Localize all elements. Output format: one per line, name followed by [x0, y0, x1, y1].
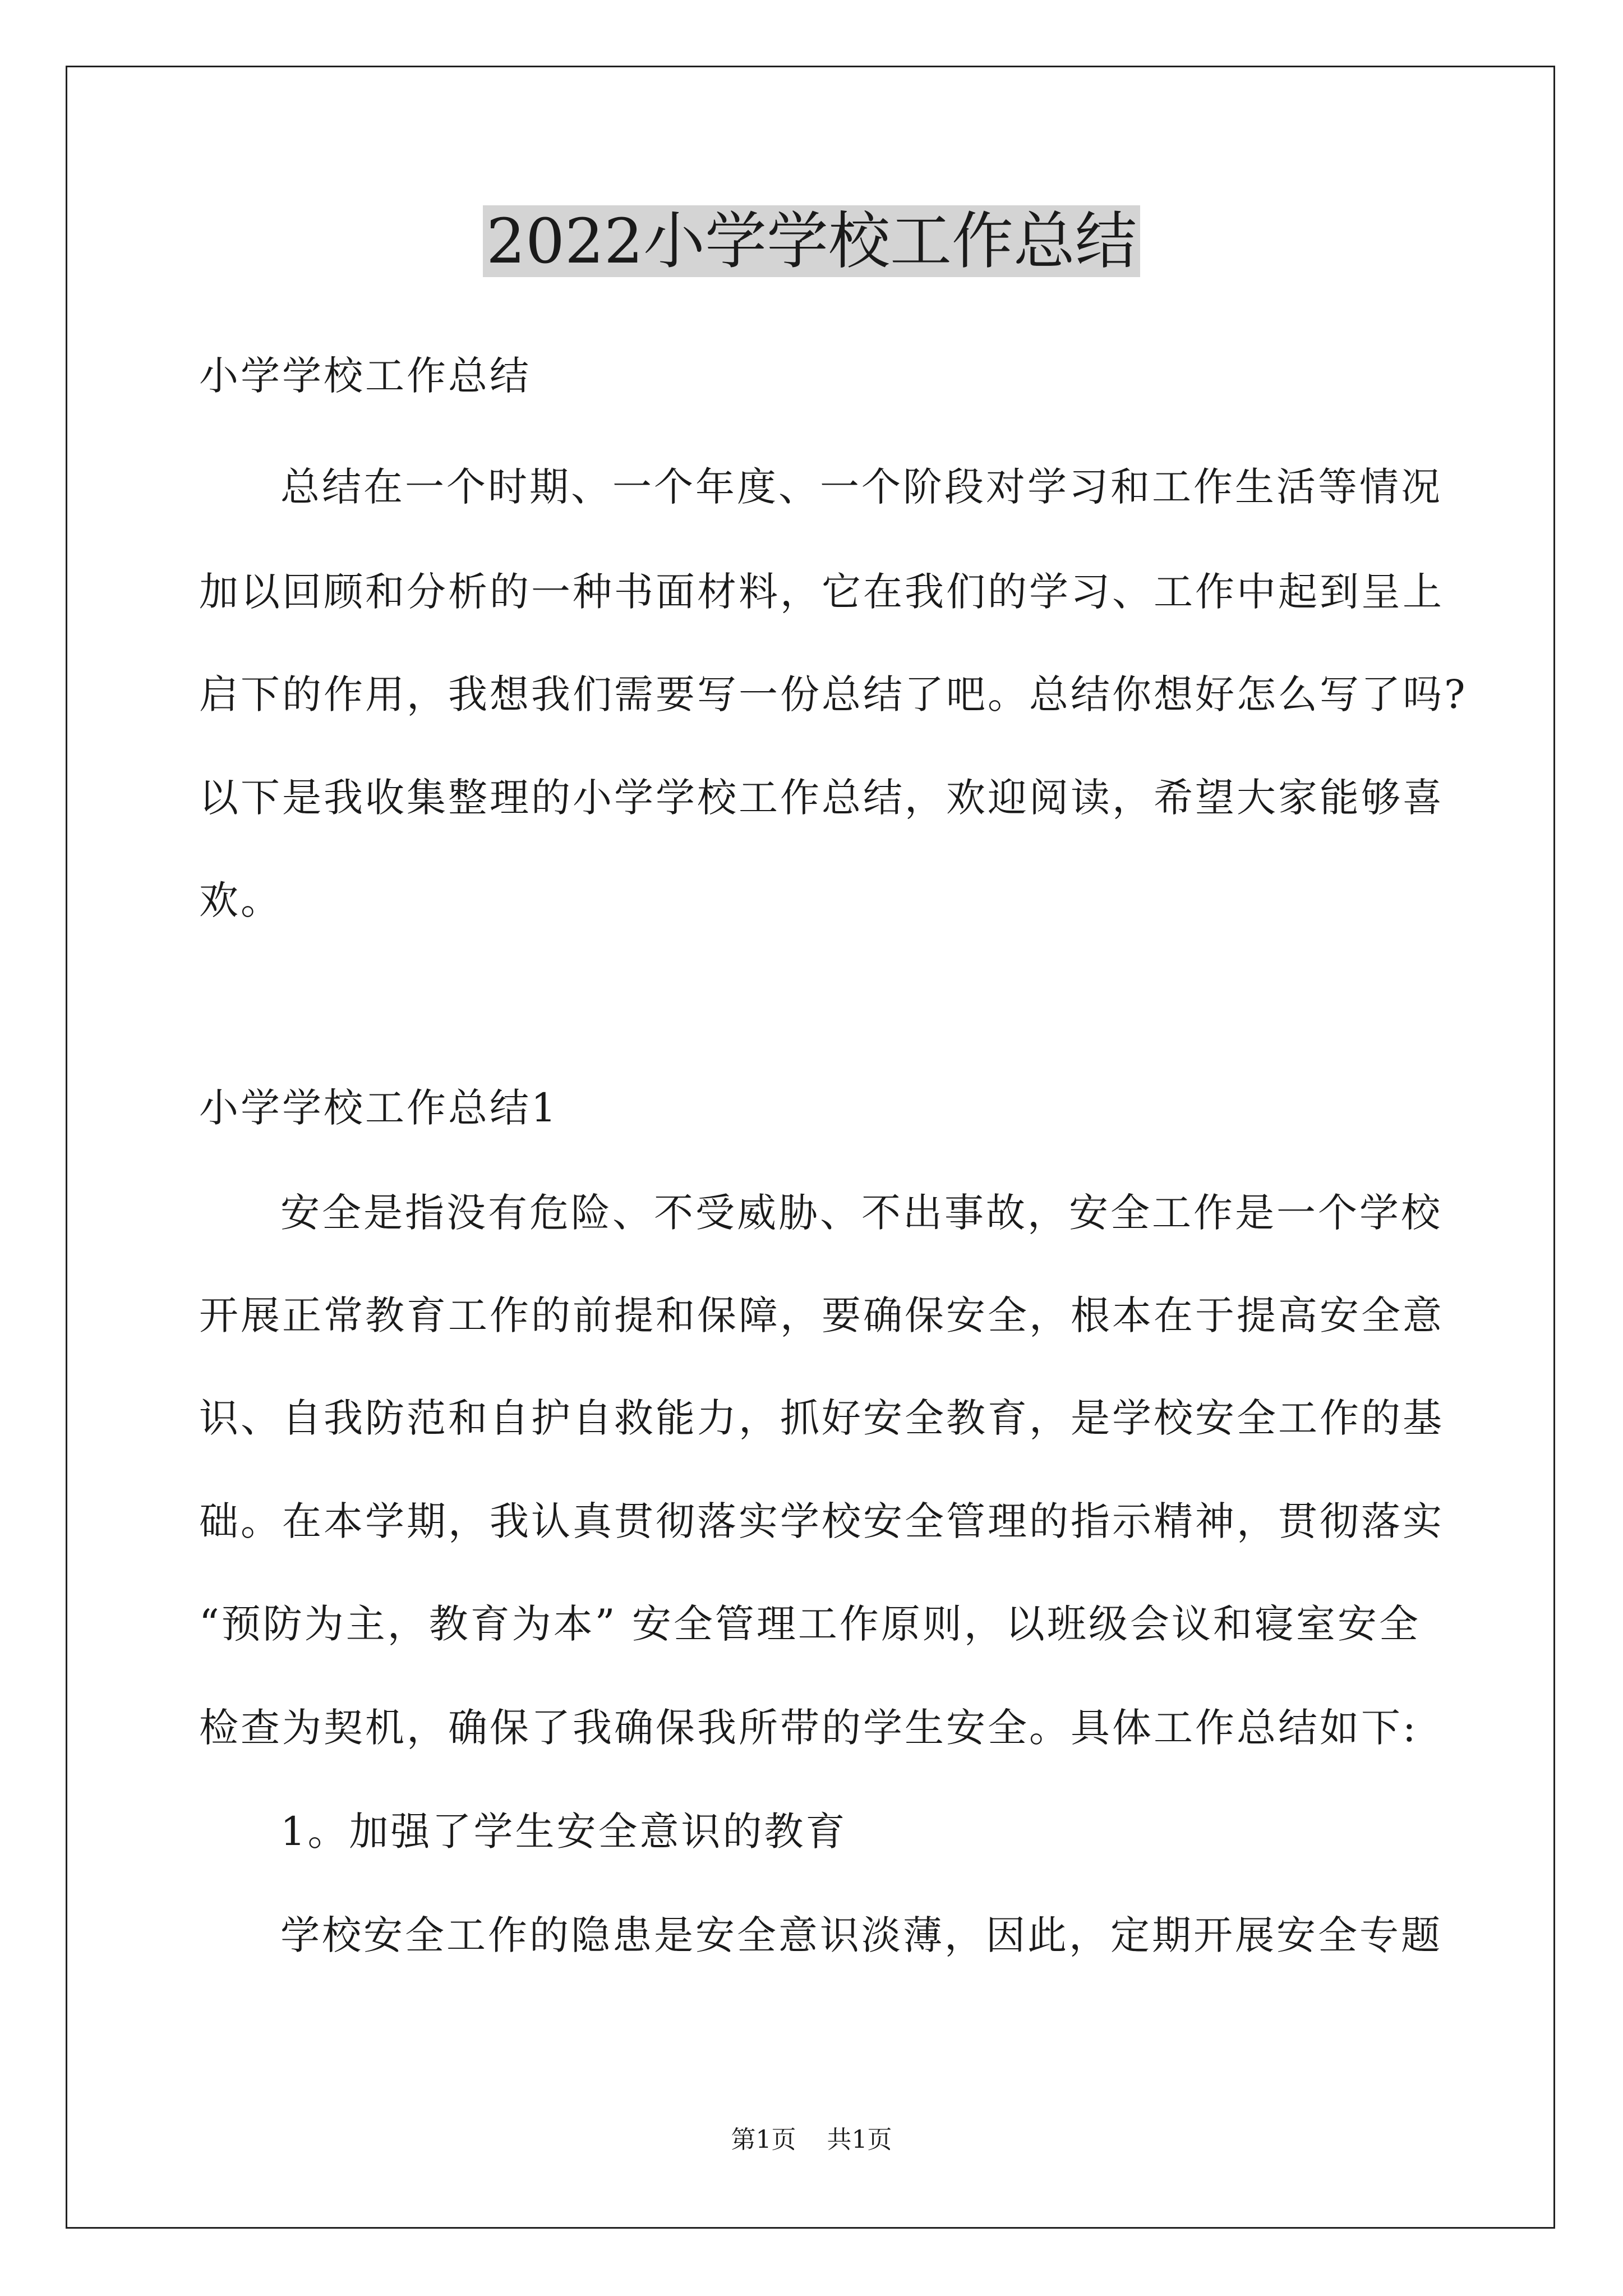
paragraph-line: 加以回顾和分析的一种书面材料，它在我们的学习、工作中起到呈上 — [199, 569, 1444, 615]
page-number-total: 共1页 — [827, 2125, 892, 2154]
document-title-text: 2022小学学校工作总结 — [483, 205, 1140, 277]
paragraph-line: 启下的作用，我想我们需要写一份总结了吧。总结你想好怎么写了吗? — [199, 671, 1468, 717]
paragraph-line: 识、自我防范和自护自救能力，抓好安全教育，是学校安全工作的基 — [199, 1395, 1444, 1441]
page-number-current: 第1页 — [731, 2125, 796, 2154]
paragraph-line: 欢。 — [199, 877, 282, 923]
paragraph-line: 检查为契机，确保了我确保我所带的学生安全。具体工作总结如下: — [199, 1705, 1418, 1751]
section-heading: 小学学校工作总结1 — [199, 1085, 559, 1131]
document-title — [0, 199, 1623, 283]
paragraph-line: 以下是我收集整理的小学学校工作总结，欢迎阅读，希望大家能够喜 — [199, 775, 1444, 821]
paragraph-line: 安全是指没有危险、不受威胁、不出事故，安全工作是一个学校 — [280, 1190, 1442, 1236]
list-item-heading: 1。加强了学生安全意识的教育 — [280, 1809, 847, 1855]
paragraph-line: 学校安全工作的隐患是安全意识淡薄，因此，定期开展安全专题 — [280, 1912, 1442, 1958]
section-heading: 小学学校工作总结 — [199, 353, 531, 399]
paragraph-line: “预防为主，教育为本” 安全管理工作原则，以班级会议和寝室安全 — [199, 1601, 1421, 1647]
page-footer — [0, 2123, 1623, 2157]
paragraph-line: 础。在本学期，我认真贯彻落实学校安全管理的指示精神，贯彻落实 — [199, 1498, 1444, 1544]
paragraph-line: 开展正常教育工作的前提和保障，要确保安全，根本在于提高安全意 — [199, 1292, 1444, 1338]
paragraph-line: 总结在一个时期、一个年度、一个阶段对学习和工作生活等情况 — [280, 464, 1442, 510]
